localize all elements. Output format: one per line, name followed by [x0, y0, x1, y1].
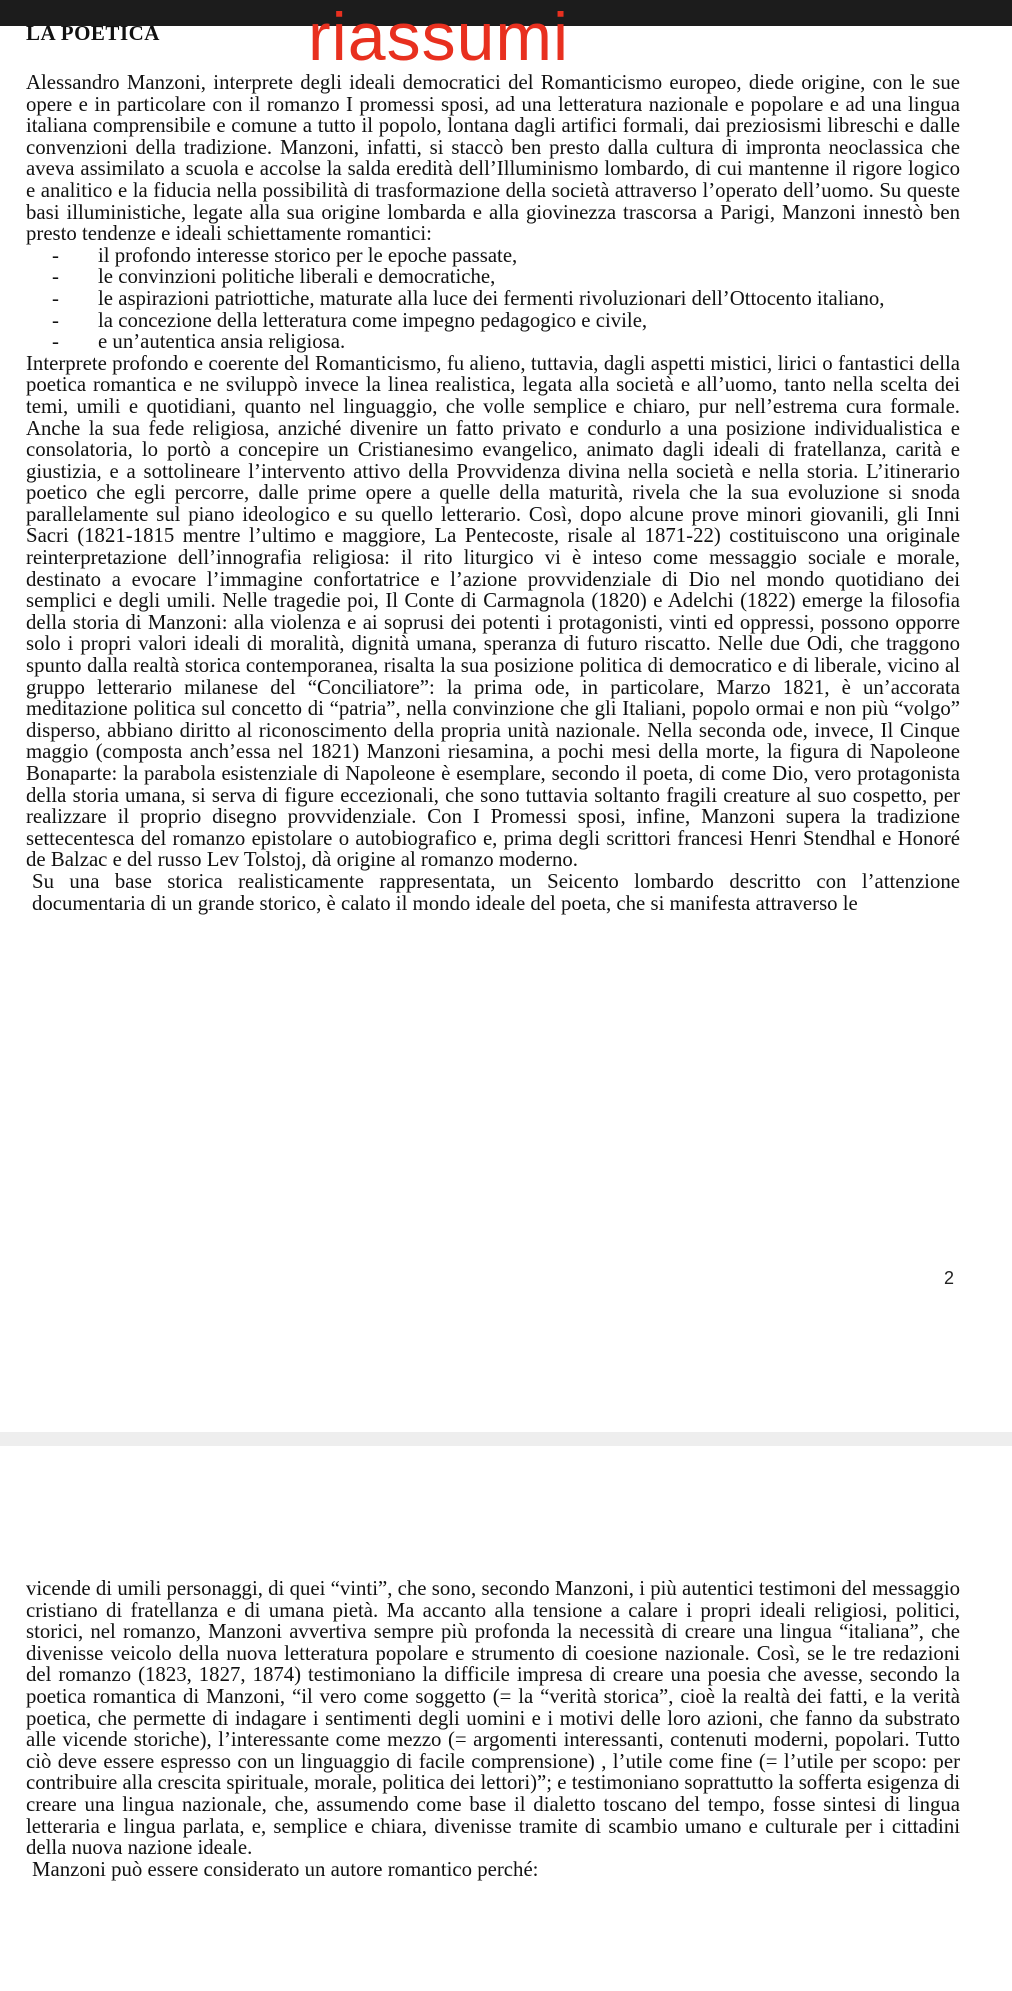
list-item: - la concezione della letteratura come impegno pedagogico e civile, — [52, 308, 648, 332]
brand-logo[interactable]: riassumi — [308, 0, 570, 75]
list-item: - e un’autentica ansia religiosa. — [52, 330, 346, 354]
intro-paragraph: Alessandro Manzoni, interprete degli ideali democratici del Romanticismo europeo, diede origine, con le sue opere e in particolare con il romanzo I promessi sposi, ad una letteratura nazionale e popolare e ad una lingua italiana comprensibile e comune a tutto il popolo, lontana dagli artifici formali, dai preziosismi libreschi e dalle convenzioni della tradizione. Manzoni, infatti, si staccò ben presto dalla cultura di impronta neoclassica che aveva assimilato a scuola e accolse la salda eredità dell’Illuminismo lombardo, di cui mantenne il rigore logico e analitico e la fiducia nella possibilità di trasformazione della società attraverso l’operato dell’uomo. Su queste basi illuministiche, legate alla sua origine lombarda e alla giovinezza trascorsa a Parigi, Manzoni innestò ben presto tendenze e ideali schiettamente romantici: — [26, 71, 960, 246]
list-item: - il profondo interesse storico per le epoche passate, — [52, 243, 518, 267]
page-separator — [0, 1432, 1012, 1446]
list-item: - le aspirazioni patriottiche, maturate alla luce dei fermenti rivoluzionari dell’Ottocento italiano, — [52, 286, 885, 310]
page-1 — [26, 72, 960, 914]
body-paragraph: Interprete profondo e coerente del Romanticismo, fu alieno, tuttavia, dagli aspetti mistici, lirici o fantastici della poetica romantica e ne sviluppò invece la linea realistica, legata alla società e all’uomo, tanto nella scelta dei temi, umili e quotidiani, quanto nel linguaggio, che volle semplice e chiaro, pur nell’estrema cura formale. Anche la sua fede religiosa, anziché divenire un fatto privato e condurlo a una posizione individualistica e consolatoria, lo portò a concepire un Cristianesimo evangelico, animato dagli ideali di fratellanza, carità e giustizia, e a sottolineare l’intervento attivo della Provvidenza divina nella società e nella storia. L’itinerario poetico che egli percorre, dalle prime opere a quelle della maturità, rivela che la sua evoluzione si snoda parallelamente sul piano ideologico e su quello letterario. Così, dopo alcune prove minori giovanili, gli Inni Sacri (1821-1815 mentre l’ultimo e maggiore, La Pentecoste, risale al 1871-22) costituiscono una originale reinterpretazione dell’innografia religiosa: il rito liturgico vi è inteso come messaggio sociale e morale, destinato a evocare l’immagine confortatrice e l’azione provvidenziale di Dio nel mondo quotidiano dei semplici e degli umili. Nelle tragedie poi, Il Conte di Carmagnola (1820) e Adelchi (1822) emerge la filosofia della storia di Manzoni: alla violenza e ai soprusi dei potenti i protagonisti, vinti ed oppressi, possono opporre solo i propri valori ideali di moralità, dignità umana, speranza di futuro riscatto. Nelle due Odi, che traggono spunto dalla realtà storica contemporanea, risalta la sua posizione politica di democratico e di liberale, vicino al gruppo letterario milanese del “Conciliatore”: la prima ode, in particolare, Marzo 1821, è un’accorata meditazione politica sul concetto di “patria”, nella convinzione che gli Italiani, popolo ormai e non più “volgo” disperso, abbiano diritto al riconoscimento della propria unità nazionale. Nella seconda ode, invece, Il Cinque maggio (composta anch’essa nel 1821) Manzoni riesamina, a pochi mesi della morte, la figura di Napoleone Bonaparte: la parabola esistenziale di Napoleone è esemplare, secondo il poeta, di come Dio, vero protagonista della storia umana, si serva di figure eccezionali, che sono tuttavia soltanto fragili creature al suo cospetto, per realizzare il proprio disegno provvidenziale. Con I Promessi sposi, infine, Manzoni supera la tradizione settecentesca del romanzo epistolare o autobiografico e, prima degli scrittori francesi Henri Stendhal e Honoré de Balzac e del russo Lev Tolstoj, dà origine al romanzo moderno. — [26, 351, 960, 872]
list-item: - le convinzioni politiche liberali e democratiche, — [52, 265, 496, 289]
bullet-list — [26, 245, 960, 353]
body-paragraph: Manzoni può essere considerato un autore romantico perché: — [32, 1857, 539, 1881]
page-number: 2 — [943, 1268, 954, 1288]
body-paragraph: Su una base storica realisticamente rappresentata, un Seicento lombardo descritto con l’attenzione documentaria di un grande storico, è calato il mondo ideale del poeta, che si manifesta attraverso le — [32, 869, 960, 915]
section-title: LA POETICA — [26, 21, 160, 45]
body-paragraph: vicende di umili personaggi, di quei “vinti”, che sono, secondo Manzoni, i più autentici testimoni del messaggio cristiano di fratellanza e di umana pietà. Ma accanto alla tensione a calare i propri ideali religiosi, politici, storici, nel romanzo, Manzoni avvertiva sempre più profonda la necessità di creare una lingua “italiana”, che divenisse veicolo della nuova letteratura popolare e strumento di coesione nazionale. Così, se le tre redazioni del romanzo (1823, 1827, 1874) testimoniano la difficile impresa di creare una poesia che avesse, secondo la poetica romantica di Manzoni, “il vero come soggetto (= la “verità storica”, cioè la realtà dei fatti, e la verità poetica, che permette di indagare i sentimenti degli uomini e i motivi delle loro azioni, che fanno da substrato alle vicende storiche), l’interessante come mezzo (= argomenti interessanti, contenuti moderni, popolari. Tutto ciò deve essere espresso con un linguaggio di facile comprensione) , l’utile come fine (= l’utile per scopo: per contribuire alla crescita spirituale, morale, politica dei lettori)”; e testimoniano soprattutto la sofferta esigenza di creare una lingua nazionale, che, assumendo come base il dialetto toscano del tempo, fosse sintesi di lingua letteraria e lingua parlata, e, semplice e chiara, divenisse tramite di scambio umano e culturale per i cittadini della nuova nazione ideale. — [26, 1577, 960, 1860]
page-2 — [26, 1578, 960, 1880]
